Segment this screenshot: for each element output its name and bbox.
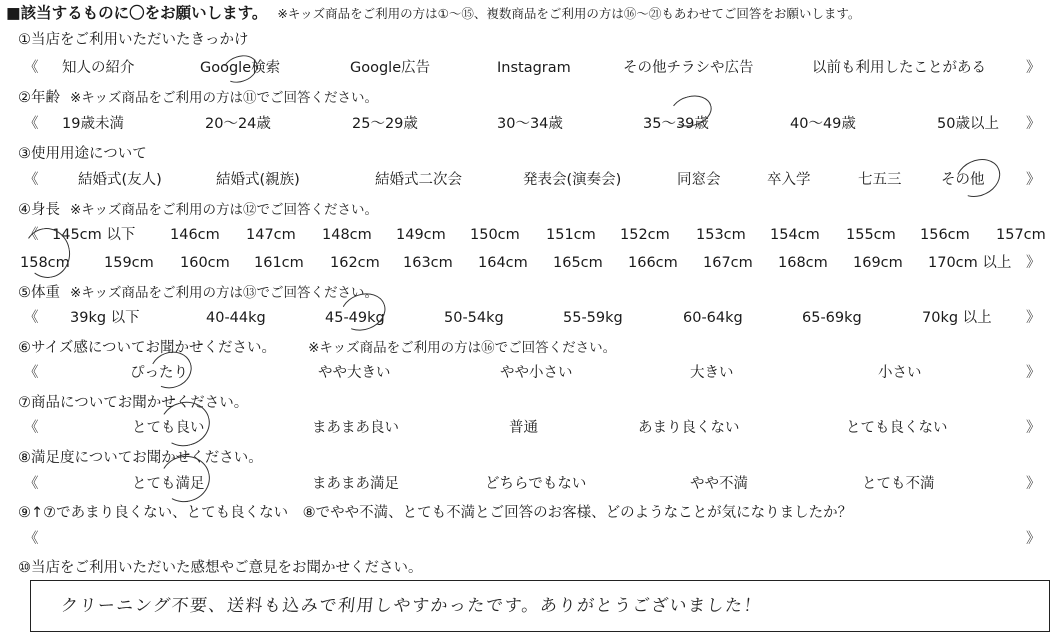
option[interactable]: 60-64kg	[683, 310, 743, 326]
option[interactable]: 知人の紹介	[62, 60, 135, 76]
close-bracket: 》	[1026, 531, 1041, 547]
close-bracket: 》	[1026, 310, 1041, 326]
option[interactable]: 結婚式二次会	[375, 172, 462, 188]
question-1-options	[0, 57, 1060, 79]
question-7-options	[0, 417, 1060, 439]
option[interactable]: 25～29歳	[352, 116, 418, 132]
open-bracket: 《	[24, 60, 39, 76]
question-9-answer	[0, 528, 1060, 550]
option[interactable]: 結婚式(親族)	[216, 172, 300, 188]
close-bracket: 》	[1026, 365, 1041, 381]
open-bracket: 《	[24, 227, 39, 243]
option-selected[interactable]: ぴったり	[130, 365, 188, 381]
question-10-label: ⑩当店をご利用いただいた感想やご意見をお聞かせください。	[18, 560, 423, 576]
option-selected[interactable]: 158cm	[20, 255, 70, 271]
question-5-label: ⑤体重 ※キッズ商品をご利用の方は⑬でご回答ください。	[18, 285, 379, 301]
close-bracket: 》	[1026, 60, 1041, 76]
option[interactable]: 163cm	[403, 255, 453, 271]
option[interactable]: 160cm	[180, 255, 230, 271]
question-5-options	[0, 307, 1060, 329]
option[interactable]: 153cm	[696, 227, 746, 243]
question-8-options	[0, 473, 1060, 495]
question-2-label: ②年齢 ※キッズ商品をご利用の方は⑪でご回答ください。	[18, 90, 379, 106]
option[interactable]: 159cm	[104, 255, 154, 271]
question-4-label: ④身長 ※キッズ商品をご利用の方は⑫でご回答ください。	[18, 202, 379, 218]
option[interactable]: 同窓会	[677, 172, 721, 188]
close-bracket: 》	[1026, 476, 1041, 492]
option[interactable]: 40～49歳	[790, 116, 856, 132]
option-selected[interactable]: Google検索	[200, 60, 281, 76]
form-note: ※キッズ商品をご利用の方は①～⑮、複数商品をご利用の方は⑯～㉑もあわせてご回答をお願いします。	[277, 6, 861, 21]
option-selected[interactable]: とても良い	[132, 420, 205, 436]
option[interactable]: 146cm	[170, 227, 220, 243]
question-3-options	[0, 169, 1060, 191]
form-title: ■該当するものに〇をお願いします。	[6, 4, 268, 22]
option[interactable]: 大きい	[690, 365, 734, 381]
open-bracket: 《	[24, 310, 39, 326]
option[interactable]: まあまあ良い	[312, 420, 399, 436]
option[interactable]: 19歳未満	[62, 116, 124, 132]
handwritten-comment: クリーニング不要、送料も込みで利用しやすかったです。ありがとうございました！	[59, 596, 764, 616]
option[interactable]: やや大きい	[318, 365, 391, 381]
question-9-label: ⑨↑⑦であまり良くない、とても良くない ⑧でやや不満、とても不満とご回答のお客様、どのようなことが気になりましたか？	[18, 505, 853, 521]
open-bracket: 《	[24, 420, 39, 436]
question-8-label: ⑧満足度についてお聞かせください。	[18, 450, 263, 466]
option[interactable]: 162cm	[330, 255, 380, 271]
open-bracket: 《	[24, 531, 39, 547]
open-bracket: 《	[24, 172, 39, 188]
question-6-label: ⑥サイズ感についてお聞かせください。 ※キッズ商品をご利用の方は⑯でご回答ください。	[18, 340, 617, 356]
option[interactable]: 165cm	[553, 255, 603, 271]
question-4-options-row2	[0, 252, 1060, 274]
option[interactable]: 149cm	[396, 227, 446, 243]
close-bracket: 》	[1026, 116, 1041, 132]
comment-box[interactable]	[30, 580, 1050, 632]
option[interactable]: 166cm	[628, 255, 678, 271]
question-1-label: ①当店をご利用いただいたきっかけ	[18, 32, 249, 48]
option[interactable]: 154cm	[770, 227, 820, 243]
option[interactable]: Google広告	[350, 60, 431, 76]
form-header	[6, 3, 1056, 24]
question-2-options	[0, 113, 1060, 135]
option-selected[interactable]: とても満足	[132, 476, 205, 492]
open-bracket: 《	[24, 116, 39, 132]
option[interactable]: 七五三	[858, 172, 902, 188]
option[interactable]: とても良くない	[846, 420, 948, 436]
option[interactable]: 39kg 以下	[70, 310, 140, 326]
option[interactable]: 50-54kg	[444, 310, 504, 326]
option[interactable]: 157cm	[996, 227, 1046, 243]
option[interactable]: 169cm	[853, 255, 903, 271]
option[interactable]: やや不満	[690, 476, 748, 492]
question-4-options	[0, 224, 1060, 246]
option[interactable]: 147cm	[246, 227, 296, 243]
option[interactable]: 151cm	[546, 227, 596, 243]
option[interactable]: 152cm	[620, 227, 670, 243]
option[interactable]: 小さい	[878, 365, 922, 381]
close-bracket: 》	[1026, 420, 1041, 436]
option[interactable]: どちらでもない	[485, 476, 587, 492]
option[interactable]: 161cm	[254, 255, 304, 271]
open-bracket: 《	[24, 476, 39, 492]
option[interactable]: 50歳以上	[937, 116, 999, 132]
option[interactable]: まあまあ満足	[312, 476, 399, 492]
option[interactable]: とても不満	[862, 476, 935, 492]
option[interactable]: 148cm	[322, 227, 372, 243]
option[interactable]: 卒入学	[767, 172, 811, 188]
option[interactable]: 発表会(演奏会)	[523, 172, 622, 188]
option[interactable]: 150cm	[470, 227, 520, 243]
option[interactable]: 20～24歳	[205, 116, 271, 132]
option[interactable]: 65-69kg	[802, 310, 862, 326]
option[interactable]: Instagram	[497, 60, 571, 76]
option[interactable]: 145cm 以下	[52, 227, 136, 243]
close-bracket: 》	[1026, 172, 1041, 188]
option[interactable]: 以前も利用したことがある	[812, 60, 986, 76]
option[interactable]: 70kg 以上	[922, 310, 992, 326]
option[interactable]: その他チラシや広告	[623, 60, 754, 76]
option[interactable]: 結婚式(友人)	[78, 172, 162, 188]
option[interactable]: 170cm 以上	[928, 255, 1012, 271]
open-bracket: 《	[24, 365, 39, 381]
option-selected[interactable]: 45-49kg	[325, 310, 385, 326]
option[interactable]: 30～34歳	[497, 116, 563, 132]
close-bracket: 》	[1026, 255, 1041, 271]
question-6-options	[0, 362, 1060, 384]
option[interactable]: 普通	[509, 420, 538, 436]
option[interactable]: 40-44kg	[206, 310, 266, 326]
option[interactable]: 155cm	[846, 227, 896, 243]
option-selected[interactable]: その他	[941, 172, 985, 188]
option[interactable]: やや小さい	[500, 365, 573, 381]
option[interactable]: 168cm	[778, 255, 828, 271]
option[interactable]: 164cm	[478, 255, 528, 271]
option[interactable]: 55-59kg	[563, 310, 623, 326]
question-7-label: ⑦商品についてお聞かせください。	[18, 395, 249, 411]
option[interactable]: あまり良くない	[638, 420, 740, 436]
option-selected[interactable]: 35～39歳	[643, 116, 709, 132]
option[interactable]: 156cm	[920, 227, 970, 243]
question-3-label: ③使用用途について	[18, 146, 147, 162]
option[interactable]: 167cm	[703, 255, 753, 271]
